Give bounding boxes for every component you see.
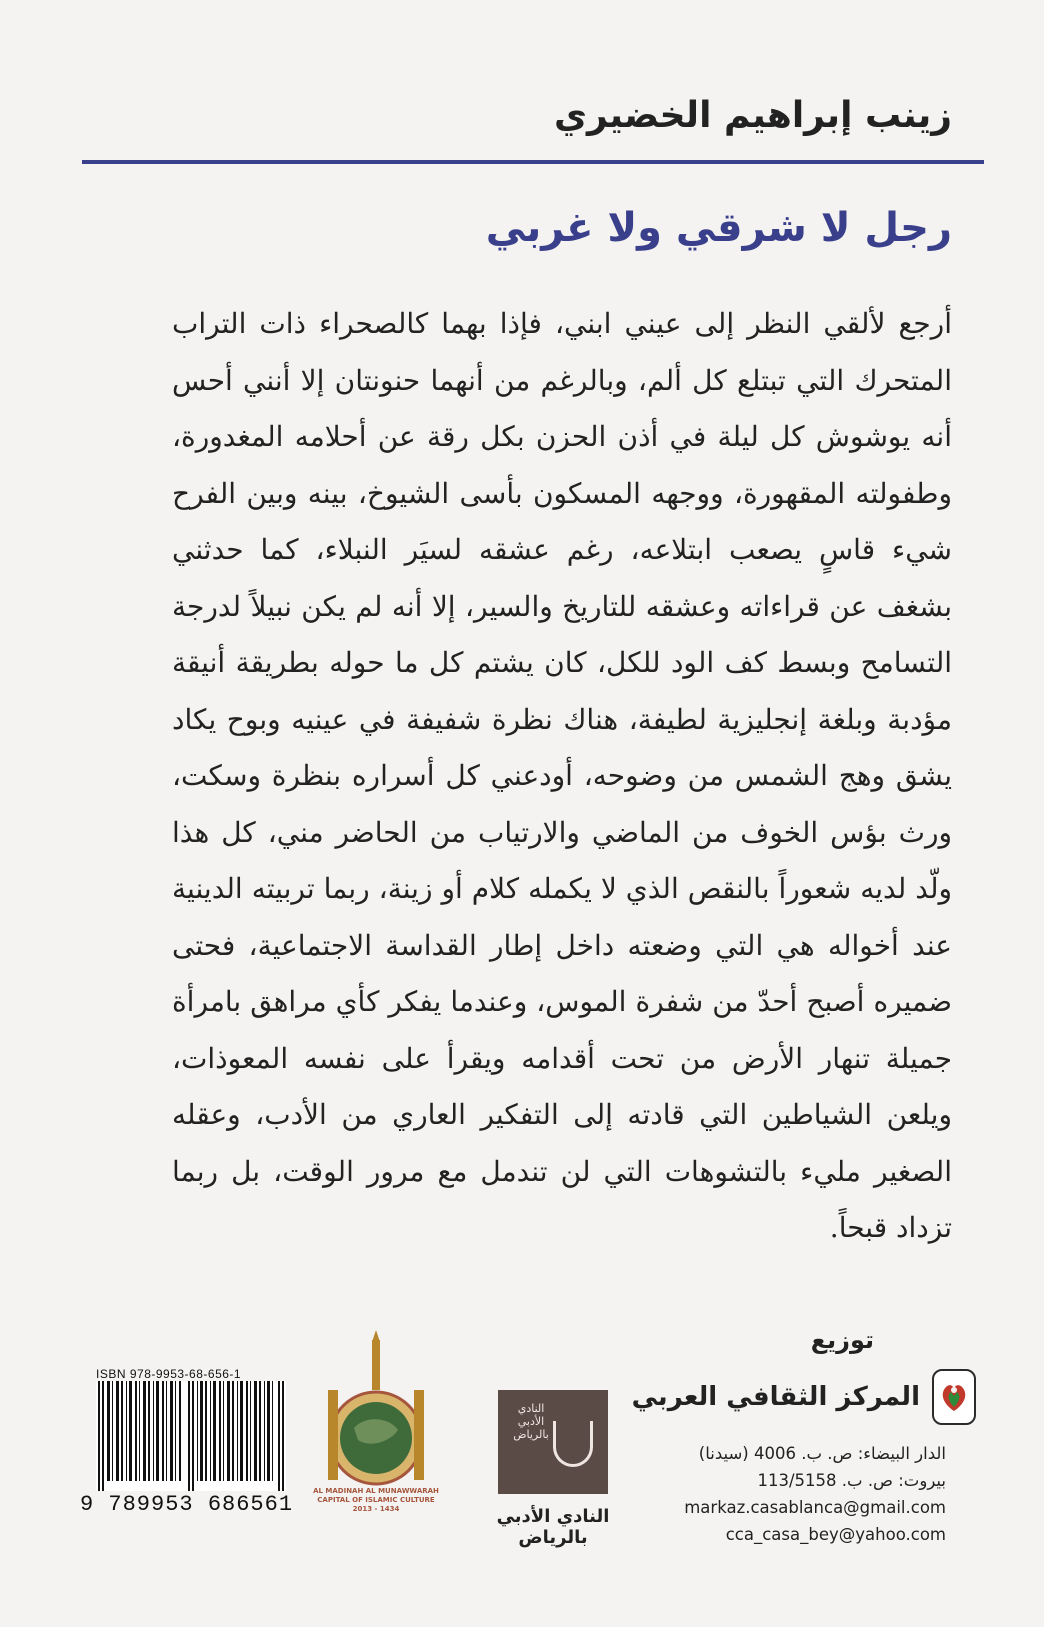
club-mark-icon <box>553 1421 593 1467</box>
medina-logo-caption <box>310 1487 442 1514</box>
literary-club-logo-text: النادي الأدبي بالرياض <box>513 1402 549 1441</box>
literary-club-caption: النادي الأدبي بالرياض <box>496 1506 610 1548</box>
medina-caption-line-2: CAPITAL OF ISLAMIC CULTURE <box>317 1496 435 1504</box>
medina-caption-line-3: 2013 - 1434 <box>352 1505 400 1513</box>
isbn-label: ISBN 978-9953-68-656-1 <box>96 1367 242 1381</box>
distribution-label: توزيع <box>810 1326 874 1354</box>
author-name: زينب إبراهيم الخضيري <box>554 95 952 136</box>
back-cover-blurb: أرجع لألقي النظر إلى عيني ابني، فإذا بهما كالصحراء ذات التراب المتحرك التي تبتلع كل ألم، وبالرغم من أنهما حنونتان إلا أنني أحس أنه يوشوش كل ليلة في أذن الحزن بكل رقة عن أحلامه المغدورة، وطفولته المقهورة، ووجهه المسكون بأسى الشيوخ، بينه وبين الفرح شيء قاسٍ يصعب ابتلاعه، رغم عشقه لسيَر النبلاء، كما حدثني بشغف عن قراءاته وعشقه للتاريخ والسير، إلا أنه لم يكن نبيلاً لدرجة التسامح وبسط كف الود للكل، كان يشتم كل ما حوله بطريقة أنيقة مؤدبة وبلغة إنجليزية لطيفة، هناك نظرة شفيفة في عينيه وبوح يكاد يشق وهج الشمس من وضوحه، أودعني كل أسراره بنظرة وسكت، ورث بؤس الخوف من الماضي والارتياب من الحاضر مني، كل هذا ولّد لديه شعوراً بالنقص الذي لا يكمله كلام أو زينة، ربما تربيته الدينية عند أخواله هي التي وضعته داخل إطار القداسة الاجتماعية، فحتى ضميره أصبح أحدّ من شفرة الموس، وعندما يفكر كأي مراهق بامرأة جميلة تنهار الأرض من تحت أقدامه ويقرأ على نفسه المعوذات، ويلعن الشياطين التي قادته إلى التفكير العاري من الأدب، وعقله الصغير مليء بالتشوهات التي لن تندمل مع مرور الوقت، بل ربما تزداد قبحاً. <box>172 307 953 1244</box>
book-title: رجل لا شرقي ولا غربي <box>485 205 952 251</box>
barcode-icon <box>96 1381 286 1491</box>
address-beirut: بيروت: ص. ب. 113/5158 <box>757 1471 946 1490</box>
publisher-logo-icon <box>932 1369 976 1425</box>
publisher-name: المركز الثقافي العربي <box>631 1382 920 1412</box>
literary-club-logo <box>498 1390 608 1494</box>
email-casablanca: markaz.casablanca@gmail.com <box>684 1498 946 1517</box>
title-divider <box>82 160 984 164</box>
email-beirut: cca_casa_bey@yahoo.com <box>725 1525 946 1544</box>
publisher-contact <box>626 1440 946 1548</box>
medina-caption-line-1: AL MADINAH AL MUNAWWARAH <box>313 1487 439 1495</box>
publisher-block <box>631 1365 976 1429</box>
ean-digits: 9 789953 686561 <box>80 1492 294 1517</box>
address-casablanca: الدار البيضاء: ص. ب. 4006 (سيدنا) <box>698 1444 946 1463</box>
